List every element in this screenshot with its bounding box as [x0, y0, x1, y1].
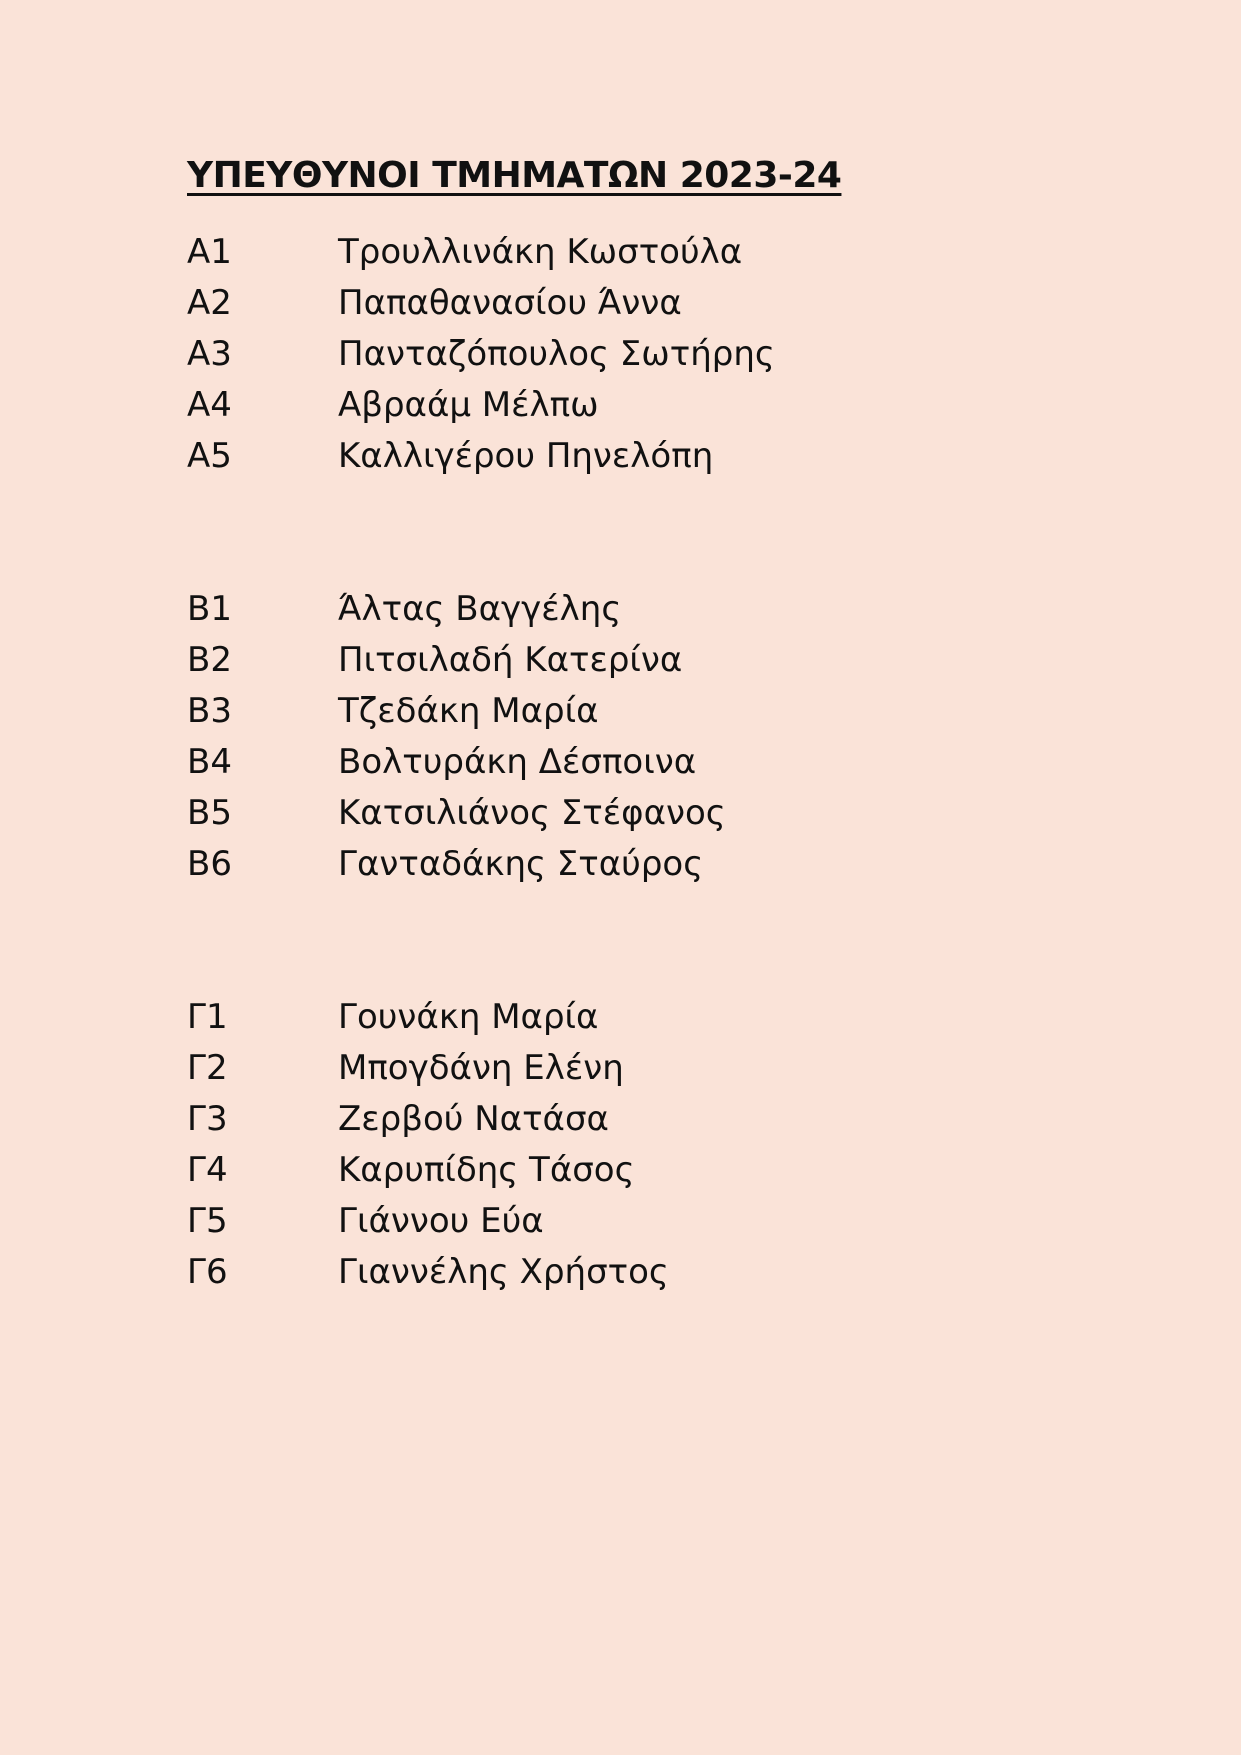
table-row [187, 838, 1241, 889]
teacher-name: Γουνάκη Μαρία [338, 996, 599, 1037]
table-row [187, 430, 1241, 481]
class-code: Γ4 [187, 1149, 228, 1190]
class-code: Β6 [187, 843, 232, 884]
teacher-name: Αβραάμ Μέλπω [338, 384, 599, 425]
teacher-name: Άλτας Βαγγέλης [338, 588, 622, 629]
teacher-name: Γιαννέλης Χρήστος [338, 1251, 669, 1292]
teacher-name: Καλλιγέρου Πηνελόπη [338, 435, 714, 476]
table-row [187, 328, 1241, 379]
class-code: Α5 [187, 435, 232, 476]
teacher-name: Πανταζόπουλος Σωτήρης [338, 333, 775, 374]
class-code: Α2 [187, 282, 232, 323]
teacher-name: Γανταδάκης Σταύρος [338, 843, 704, 884]
class-code: Α3 [187, 333, 232, 374]
teacher-name: Μπογδάνη Ελένη [338, 1047, 624, 1088]
table-row [187, 634, 1241, 685]
class-code: Γ6 [187, 1251, 228, 1292]
table-row [187, 1144, 1241, 1195]
table-row [187, 277, 1241, 328]
table-row [187, 1093, 1241, 1144]
class-code: Α4 [187, 384, 232, 425]
table-row [187, 226, 1241, 277]
table-row [187, 787, 1241, 838]
class-code: Β3 [187, 690, 232, 731]
class-group-b [187, 583, 1241, 889]
table-row [187, 991, 1241, 1042]
table-row [187, 583, 1241, 634]
teacher-name: Παπαθανασίου Άννα [338, 282, 682, 323]
teacher-name: Γιάννου Εύα [338, 1200, 544, 1241]
class-code: Γ2 [187, 1047, 228, 1088]
teacher-name: Τζεδάκη Μαρία [338, 690, 599, 731]
document-page [187, 150, 1241, 1297]
class-group-a [187, 226, 1241, 481]
class-code: Β5 [187, 792, 232, 833]
teacher-name: Κατσιλιάνος Στέφανος [338, 792, 726, 833]
class-code: Γ5 [187, 1200, 228, 1241]
table-row [187, 685, 1241, 736]
table-row [187, 1195, 1241, 1246]
class-group-c [187, 991, 1241, 1297]
table-row [187, 1042, 1241, 1093]
class-code: Α1 [187, 231, 232, 272]
class-code: Γ1 [187, 996, 228, 1037]
teacher-name: Βολτυράκη Δέσποινα [338, 741, 697, 782]
page-title: ΥΠΕΥΘΥΝΟΙ ΤΜΗΜΑΤΩΝ 2023-24 [187, 155, 842, 196]
class-code: Γ3 [187, 1098, 228, 1139]
teacher-name: Ζερβού Νατάσα [338, 1098, 609, 1139]
teacher-name: Καρυπίδης Τάσος [338, 1149, 635, 1190]
class-code: Β2 [187, 639, 232, 680]
table-row [187, 1246, 1241, 1297]
table-row [187, 379, 1241, 430]
class-code: Β1 [187, 588, 232, 629]
table-row [187, 736, 1241, 787]
teacher-name: Πιτσιλαδή Κατερίνα [338, 639, 683, 680]
class-code: Β4 [187, 741, 232, 782]
teacher-name: Τρουλλινάκη Κωστούλα [338, 231, 743, 272]
